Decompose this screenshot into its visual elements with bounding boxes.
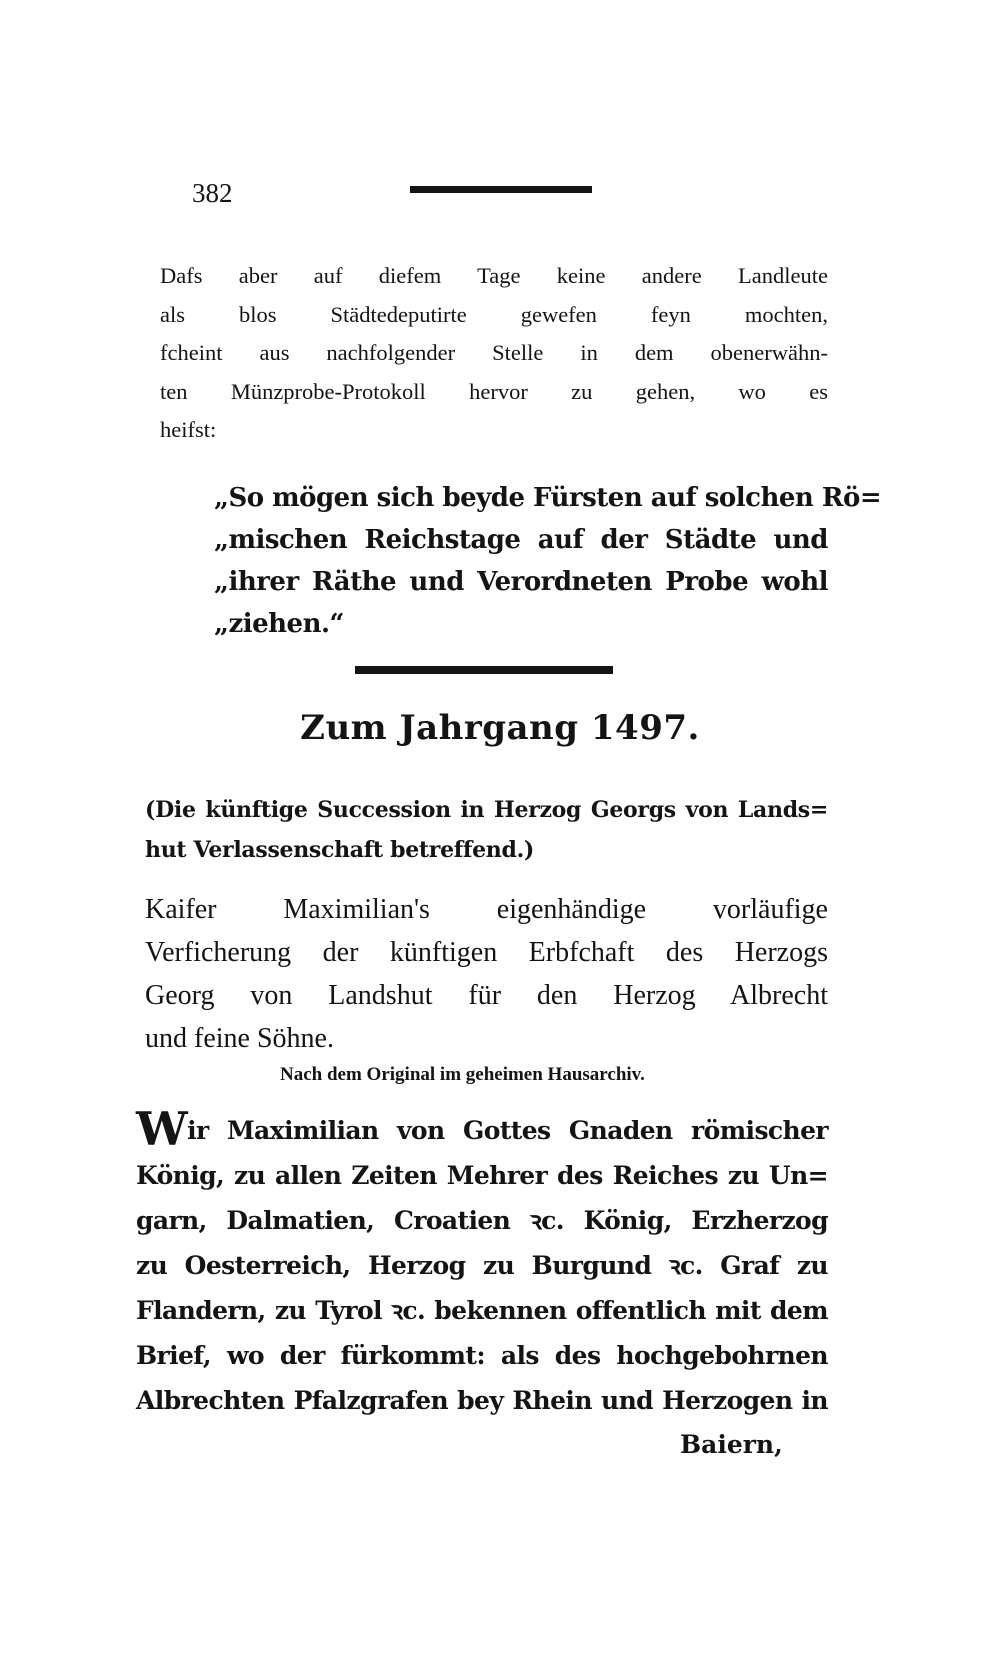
drop-cap: W (136, 1102, 188, 1156)
page-number: 382 (192, 178, 233, 208)
subheading-line: hut Verlassenschaft betreffend.) (145, 837, 535, 863)
body-first-line-text: ir Maximilian von Gottes Gnaden römischer (187, 1116, 828, 1145)
intro-line: heifst: (160, 417, 217, 442)
body-paragraph (136, 1102, 828, 1423)
body-line: Flandern, zu Tyrol ꝛc. bekennen offentlich mit dem (136, 1296, 828, 1325)
body-first-line (136, 1102, 828, 1156)
source-note: Nach dem Original im geheimen Hausarchiv. (280, 1064, 645, 1085)
section-heading: Zum Jahrgang 1497. (300, 708, 700, 748)
title-line: Georg von Landshut für den Herzog Albrecht (145, 980, 828, 1011)
section-rule (355, 666, 613, 674)
intro-line: Dafs aber auf diefem Tage keine andere Landleute (160, 263, 828, 288)
catchword: Baiern, (680, 1430, 783, 1459)
body-line: garn, Dalmatien, Croatien ꝛc. König, Erzherzog (136, 1206, 828, 1235)
section-subheading (145, 790, 828, 870)
title-line: und feine Söhne. (145, 1023, 334, 1054)
blackletter-quote (214, 477, 882, 645)
body-line: zu Oesterreich, Herzog zu Burgund ꝛc. Graf zu (136, 1251, 828, 1280)
document-title (145, 888, 828, 1060)
intro-paragraph (160, 257, 828, 450)
quote-line: „So mögen sich beyde Fürsten auf solchen Rö= (214, 483, 882, 513)
subheading-line: (Die künftige Succession in Herzog Georgs von Lands= (145, 797, 828, 823)
intro-line: ten Münzprobe-Protokoll hervor zu gehen, wo es (160, 378, 828, 404)
title-line: Verficherung der künftigen Erbfchaft des Herzogs (145, 937, 828, 968)
body-line: König, zu allen Zeiten Mehrer des Reiches zu Un= (136, 1161, 828, 1190)
body-line: Brief, wo der fürkommt: als des hochgebohrnen (136, 1341, 828, 1370)
title-line: Kaifer Maximilian's eigenhändige vorläufige (145, 894, 828, 925)
body-line: Albrechten Pfalzgrafen bey Rhein und Herzogen in (136, 1386, 828, 1415)
intro-line: fcheint aus nachfolgender Stelle in dem obenerwähn- (160, 340, 828, 365)
quote-line: „mischen Reichstage auf der Städte und (214, 525, 828, 555)
intro-line: als blos Städtedeputirte gewefen feyn mochten, (160, 301, 828, 327)
quote-line: „ihrer Räthe und Verordneten Probe wohl (214, 567, 828, 597)
quote-line: „ziehen.“ (214, 609, 344, 639)
header-rule (410, 186, 592, 193)
